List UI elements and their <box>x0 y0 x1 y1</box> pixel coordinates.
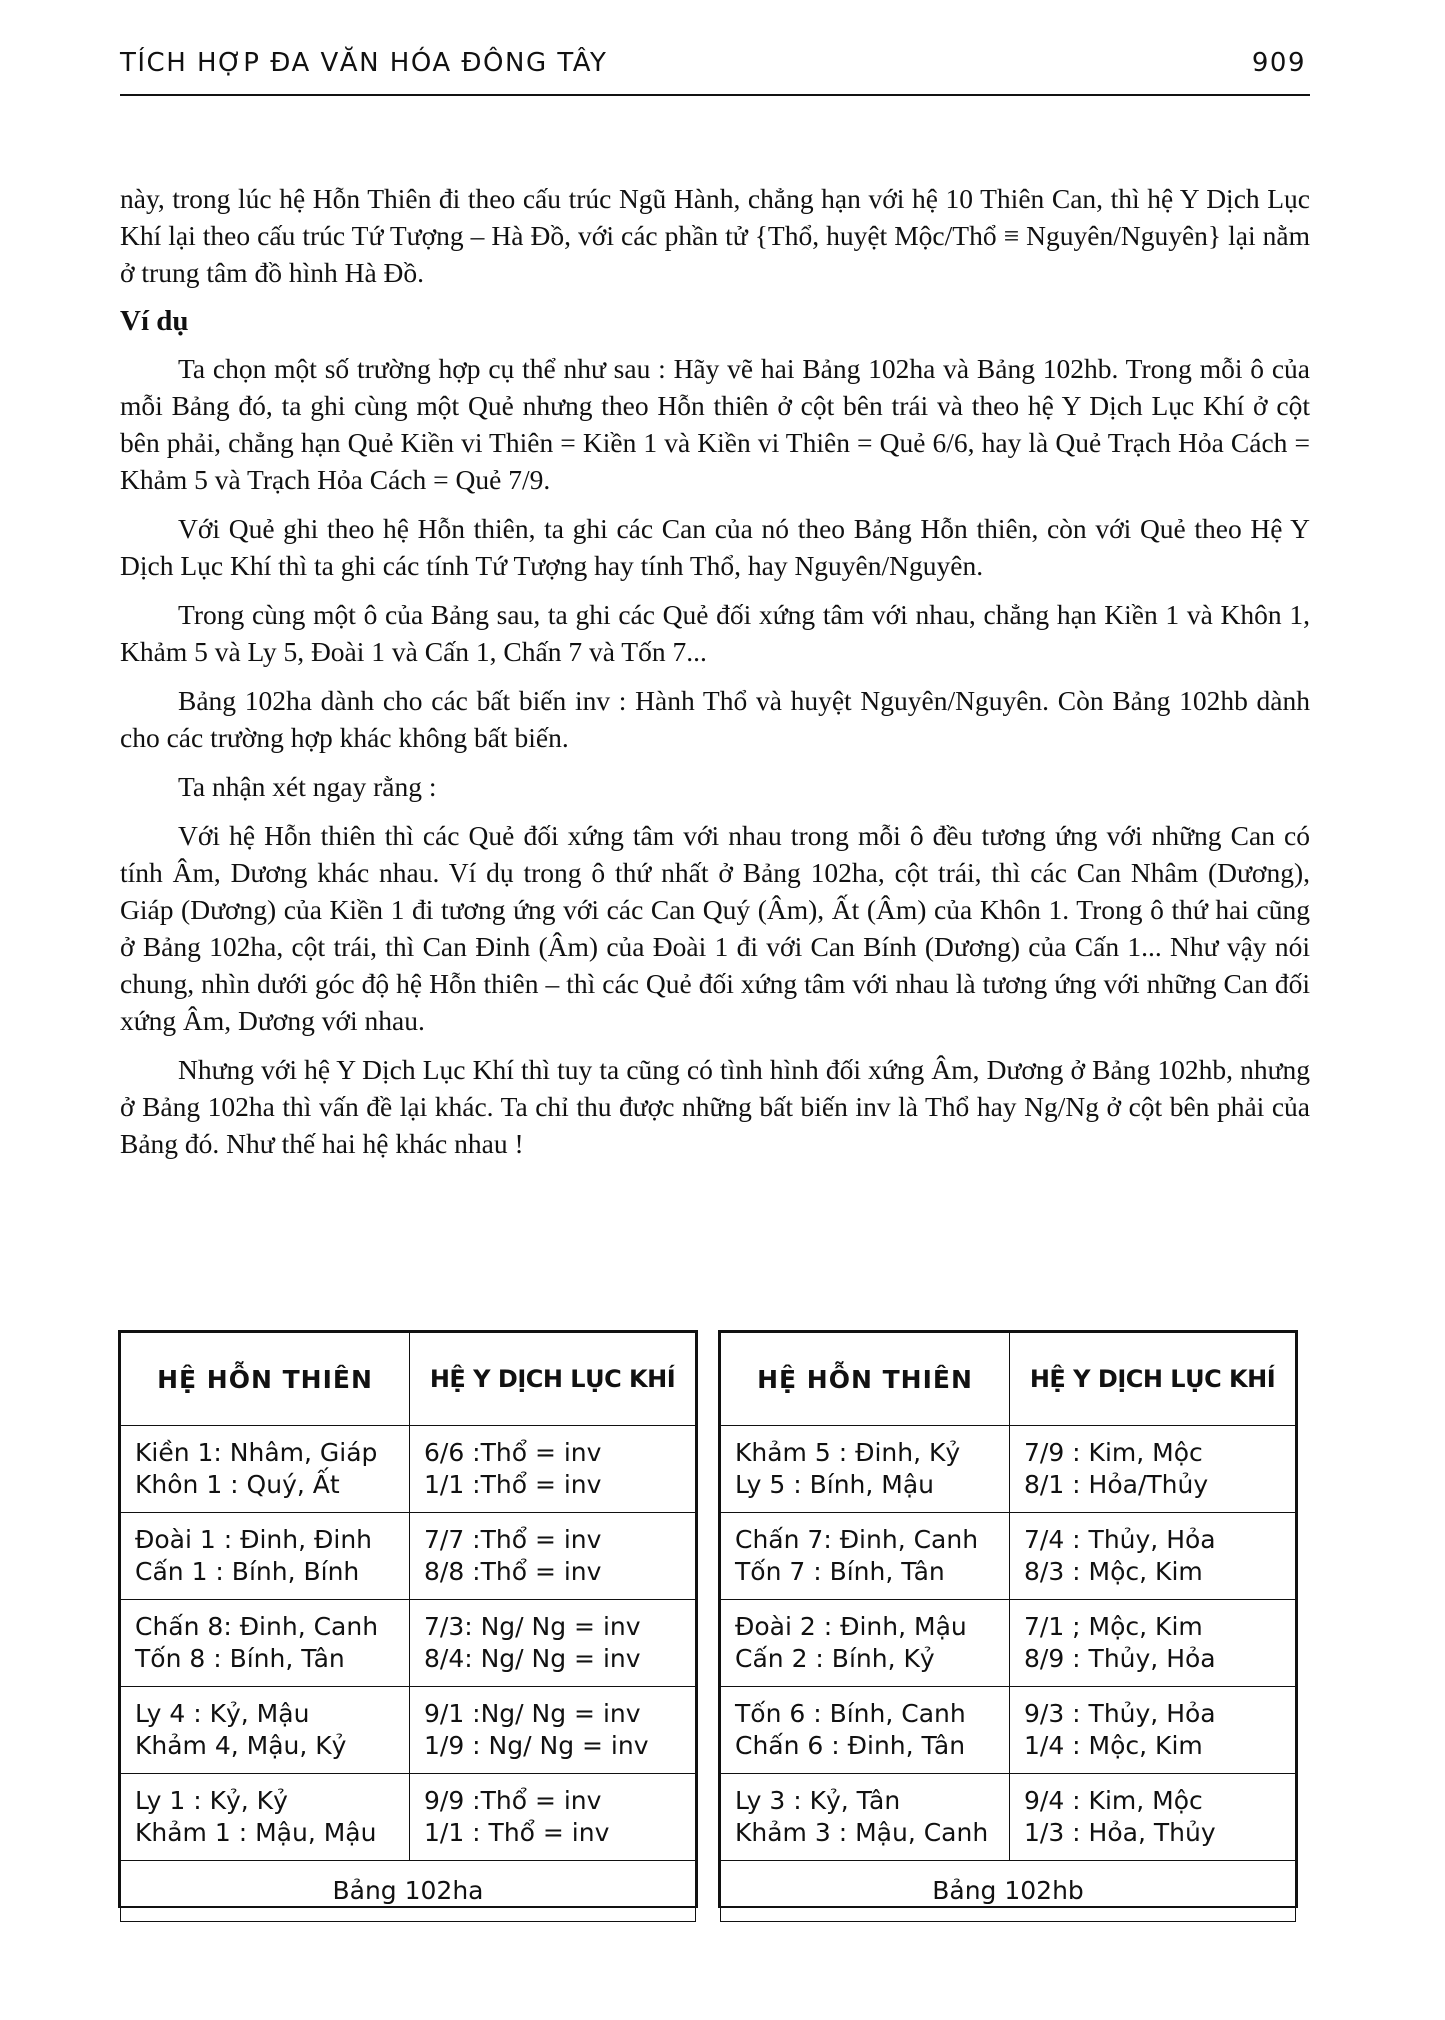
cell-line: Khảm 3 : Mậu, Canh <box>735 1818 989 1847</box>
table-cell-left <box>121 1600 410 1687</box>
cell-line: Tốn 6 : Bính, Canh <box>735 1699 966 1728</box>
cell-line: 1/9 : Ng/ Ng = inv <box>424 1731 649 1760</box>
cell-line: Chấn 6 : Đinh, Tân <box>735 1731 966 1760</box>
paragraph-6: Ta nhận xét ngay rằng : <box>178 771 437 802</box>
column-header-y-dich: HỆ Y DỊCH LỤC KHÍ <box>1010 1333 1296 1426</box>
table-caption-row <box>121 1861 696 1922</box>
cell-line: Ly 5 : Bính, Mậu <box>735 1470 935 1499</box>
paragraph-8: Nhưng với hệ Y Dịch Lục Khí thì tuy ta cũng có tình hình đối xứng Âm, Dương ở Bảng 102hb, nhưng ở Bảng 102ha thì vấn đề lại khác. Ta chỉ thu được những bất biến inv là Thổ hay Ng/Ng ở cột bên phải của Bảng đó. Như thế hai hệ khác nhau ! <box>120 1054 1310 1159</box>
table-cell-left <box>121 1774 410 1861</box>
table-row <box>121 1774 696 1861</box>
table-cell-right <box>1010 1513 1296 1600</box>
table-102ha <box>118 1330 698 1908</box>
cell-line: Đoài 1 : Đinh, Đinh <box>135 1525 373 1554</box>
table-cell-right <box>410 1513 696 1600</box>
table-cell-right <box>1010 1600 1296 1687</box>
table-cell-right <box>1010 1426 1296 1513</box>
table-cell-left <box>121 1426 410 1513</box>
cell-line: 7/3: Ng/ Ng = inv <box>424 1612 641 1641</box>
table-header-row <box>721 1333 1296 1426</box>
paragraph-4: Trong cùng một ô của Bảng sau, ta ghi các Quẻ đối xứng tâm với nhau, chẳng hạn Kiền 1 và Khôn 1, Khảm 5 và Ly 5, Đoài 1 và Cấn 1, Chấn 7 và Tốn 7... <box>120 599 1310 667</box>
table-cell-right <box>410 1426 696 1513</box>
paragraph-3: Với Quẻ ghi theo hệ Hỗn thiên, ta ghi các Can của nó theo Bảng Hỗn thiên, còn với Quẻ theo Hệ Y Dịch Lục Khí thì ta ghi các tính Tứ Tượng hay tính Thổ, hay Nguyên/Nguyên. <box>120 513 1310 581</box>
table-row <box>121 1426 696 1513</box>
cell-line: Chấn 7: Đinh, Canh <box>735 1525 979 1554</box>
cell-line: 7/7 :Thổ = inv <box>424 1525 602 1554</box>
table-cell-right <box>1010 1774 1296 1861</box>
cell-line: 8/1 : Hỏa/Thủy <box>1024 1470 1209 1499</box>
cell-line: Ly 1 : Kỷ, Kỷ <box>135 1786 288 1815</box>
cell-line: Kiền 1: Nhâm, Giáp <box>135 1438 378 1467</box>
paragraph-7: Với hệ Hỗn thiên thì các Quẻ đối xứng tâm với nhau trong mỗi ô đều tương ứng với những Can có tính Âm, Dương khác nhau. Ví dụ trong ô thứ nhất ở Bảng 102ha, cột trái, thì các Can Nhâm (Dương), Giáp (Dương) của Kiền 1 đi tương ứng với các Can Quý (Âm), Ất (Âm) của Khôn 1. Trong ô thứ hai cũng ở Bảng 102ha, cột trái, thì Can Đinh (Âm) của Đoài 1 đi với Can Bính (Dương) của Cấn 1... Như vậy nói chung, nhìn dưới góc độ hệ Hỗn thiên – thì các Quẻ đối xứng tâm với nhau là tương ứng với những Can đối xứng Âm, Dương với nhau. <box>120 820 1310 1036</box>
table-cell-left <box>721 1513 1010 1600</box>
table-cell-left <box>121 1513 410 1600</box>
cell-line: 8/4: Ng/ Ng = inv <box>424 1644 641 1673</box>
running-title: TÍCH HỢP ĐA VĂN HÓA ĐÔNG TÂY <box>120 48 608 78</box>
table-row <box>121 1513 696 1600</box>
table-cell-left <box>721 1774 1010 1861</box>
cell-line: Khảm 1 : Mậu, Mậu <box>135 1818 377 1847</box>
table-cell-right <box>1010 1687 1296 1774</box>
cell-line: Khảm 5 : Đinh, Kỷ <box>735 1438 961 1467</box>
cell-line: Tốn 8 : Bính, Tân <box>135 1644 345 1673</box>
cell-line: 9/4 : Kim, Mộc <box>1024 1786 1203 1815</box>
paragraph-5: Bảng 102ha dành cho các bất biến inv : Hành Thổ và huyệt Nguyên/Nguyên. Còn Bảng 102hb dành cho các trường hợp khác không bất biến. <box>120 685 1310 753</box>
table-102hb <box>718 1330 1298 1908</box>
cell-line: Đoài 2 : Đinh, Mậu <box>735 1612 967 1641</box>
cell-line: 1/1 : Thổ = inv <box>424 1818 610 1847</box>
table-header-row <box>121 1333 696 1426</box>
cell-line: 7/1 ; Mộc, Kim <box>1024 1612 1203 1641</box>
running-header <box>120 44 1310 96</box>
cell-line: Cấn 2 : Bính, Kỷ <box>735 1644 935 1673</box>
column-header-hon-thien: HỆ HỖN THIÊN <box>121 1333 410 1426</box>
cell-line: 8/3 : Mộc, Kim <box>1024 1557 1203 1586</box>
table-cell-left <box>721 1687 1010 1774</box>
paragraph-2: Ta chọn một số trường hợp cụ thể như sau : Hãy vẽ hai Bảng 102ha và Bảng 102hb. Trong mỗi ô của mỗi Bảng đó, ta ghi cùng một Quẻ nhưng theo Hỗn thiên ở cột bên trái và theo hệ Y Dịch Lục Khí ở cột bên phải, chẳng hạn Quẻ Kiền vi Thiên = Kiền 1 và Kiền vi Thiên = Quẻ 6/6, hay là Quẻ Trạch Hỏa Cách = Khảm 5 và Trạch Hỏa Cách = Quẻ 7/9. <box>120 353 1310 495</box>
table-caption: Bảng 102hb <box>721 1861 1296 1922</box>
cell-line: Ly 3 : Kỷ, Tân <box>735 1786 901 1815</box>
cell-line: 7/4 : Thủy, Hỏa <box>1024 1525 1216 1554</box>
cell-line: 9/9 :Thổ = inv <box>424 1786 602 1815</box>
body-text <box>120 180 1310 1174</box>
column-header-y-dich: HỆ Y DỊCH LỤC KHÍ <box>410 1333 696 1426</box>
table-caption-row <box>721 1861 1296 1922</box>
cell-line: 9/3 : Thủy, Hỏa <box>1024 1699 1216 1728</box>
table-cell-left <box>721 1426 1010 1513</box>
cell-line: 8/9 : Thủy, Hỏa <box>1024 1644 1216 1673</box>
cell-line: Cấn 1 : Bính, Bính <box>135 1557 360 1586</box>
paragraph-1: này, trong lúc hệ Hỗn Thiên đi theo cấu trúc Ngũ Hành, chẳng hạn với hệ 10 Thiên Can, thì hệ Y Dịch Lục Khí lại theo cấu trúc Tứ Tượng – Hà Đồ, với các phần tử {Thổ, huyệt Mộc/Thổ ≡ Nguyên/Nguyên} lại nằm ở trung tâm đồ hình Hà Đồ. <box>120 183 1310 288</box>
table-row <box>721 1687 1296 1774</box>
cell-line: 7/9 : Kim, Mộc <box>1024 1438 1203 1467</box>
table-caption: Bảng 102ha <box>121 1861 696 1922</box>
column-header-hon-thien: HỆ HỖN THIÊN <box>721 1333 1010 1426</box>
table-cell-right <box>410 1774 696 1861</box>
table-row <box>721 1513 1296 1600</box>
table-row <box>121 1600 696 1687</box>
cell-line: Khôn 1 : Quý, Ất <box>135 1470 340 1499</box>
cell-line: 1/1 :Thổ = inv <box>424 1470 602 1499</box>
cell-line: Tốn 7 : Bính, Tân <box>735 1557 945 1586</box>
cell-line: 1/4 : Mộc, Kim <box>1024 1731 1203 1760</box>
cell-line: 6/6 :Thổ = inv <box>424 1438 602 1467</box>
table-row <box>721 1600 1296 1687</box>
cell-line: 9/1 :Ng/ Ng = inv <box>424 1699 641 1728</box>
table-cell-right <box>410 1687 696 1774</box>
cell-line: 8/8 :Thổ = inv <box>424 1557 602 1586</box>
cell-line: Khảm 4, Mậu, Kỷ <box>135 1731 347 1760</box>
table-cell-right <box>410 1600 696 1687</box>
cell-line: Ly 4 : Kỷ, Mậu <box>135 1699 310 1728</box>
table-cell-left <box>721 1600 1010 1687</box>
page-number: 909 <box>1251 48 1306 78</box>
table-row <box>121 1687 696 1774</box>
table-row <box>721 1774 1296 1861</box>
cell-line: Chấn 8: Đinh, Canh <box>135 1612 379 1641</box>
table-cell-left <box>121 1687 410 1774</box>
table-row <box>721 1426 1296 1513</box>
cell-line: 1/3 : Hỏa, Thủy <box>1024 1818 1216 1847</box>
section-heading: Ví dụ <box>120 305 189 337</box>
